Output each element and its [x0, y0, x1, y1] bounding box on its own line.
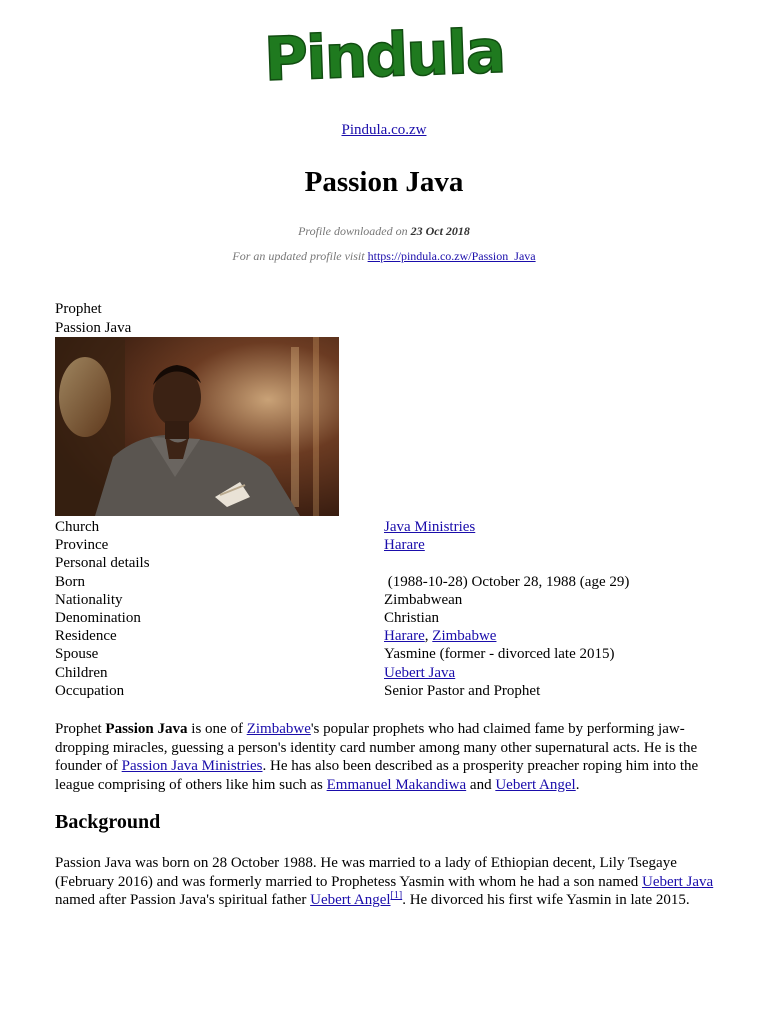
pindula-logo-wordmark: [262, 8, 506, 96]
infobox-key: Spouse: [55, 646, 99, 663]
downloaded-prefix: Profile downloaded on: [298, 224, 408, 238]
children-link[interactable]: Uebert Java: [384, 664, 456, 681]
uebert-java-link[interactable]: Uebert Java: [641, 873, 714, 890]
infobox-value: Zimbabwean: [384, 591, 463, 608]
site-link[interactable]: Pindula.co.zw: [341, 122, 427, 138]
province-link[interactable]: Harare: [384, 537, 425, 554]
infobox-value: [384, 555, 715, 573]
downloaded-date: 23 Oct 2018: [410, 224, 470, 238]
infobox-title: [55, 300, 131, 338]
intro-text: Prophet: [55, 721, 106, 737]
pindula-logo[interactable]: [0, 8, 768, 96]
infobox-row-residence: [55, 628, 715, 646]
infobox-row-nationality: [55, 592, 715, 610]
update-note: [0, 249, 768, 264]
svg-text:Pindula: Pindula: [262, 16, 506, 96]
profile-photo: [55, 337, 339, 516]
infobox-value: Yasmine (former - divorced late 2015): [384, 646, 615, 663]
update-url-link[interactable]: https://pindula.co.zw/Passion_Java: [367, 249, 536, 263]
uebert-angel-link[interactable]: Uebert Angel: [495, 776, 576, 793]
infobox-key: Province: [55, 537, 109, 554]
emmanuel-makandiwa-link[interactable]: Emmanuel Makandiwa: [326, 776, 467, 793]
infobox-row-church: [55, 519, 715, 537]
infobox-key: Born: [55, 573, 85, 590]
update-prefix: For an updated profile visit: [232, 249, 365, 263]
infobox-row-spouse: [55, 646, 715, 664]
background-text: . He divorced his first wife Yasmin in late 2015.: [402, 892, 690, 909]
background-text: named after Passion Java's spiritual father: [55, 892, 311, 909]
infobox-value: (1988-10-28) October 28, 1988 (age 29): [384, 573, 630, 590]
intro-text: is one of: [187, 721, 247, 737]
residence-separator: ,: [424, 628, 433, 645]
passion-java-ministries-link[interactable]: Passion Java Ministries: [121, 758, 263, 775]
church-link[interactable]: Java Ministries: [384, 519, 476, 535]
intro-text: .: [575, 776, 580, 793]
reference-link[interactable]: [1]: [390, 890, 403, 902]
intro-text: and: [466, 776, 496, 793]
site-link-wrapper: [0, 122, 768, 139]
infobox-row-children: [55, 665, 715, 683]
infobox-value: Christian: [384, 609, 439, 626]
infobox-row-born: [55, 574, 715, 592]
infobox-key: Church: [55, 519, 100, 535]
infobox-key: Nationality: [55, 591, 123, 608]
infobox-row-occupation: [55, 683, 715, 701]
intro-text: 's popular prophets who had claimed fame by performing jaw-dropping miracles, guessing a person's identity card number among many other supernatural acts. He is the founder of: [55, 721, 698, 775]
infobox-key: Personal details: [55, 555, 150, 572]
background-paragraph: [55, 854, 715, 910]
infobox-key: Children: [55, 664, 108, 681]
infobox-key: Occupation: [55, 682, 125, 699]
infobox-key: Residence: [55, 628, 117, 645]
residence-zimbabwe-link[interactable]: Zimbabwe: [432, 628, 497, 645]
infobox-key: Denomination: [55, 609, 141, 626]
residence-harare-link[interactable]: Harare: [384, 628, 425, 645]
background-heading: Background: [55, 811, 161, 833]
infobox-title-line1: Prophet: [55, 301, 102, 317]
infobox-table: [55, 519, 715, 701]
zimbabwe-link[interactable]: Zimbabwe: [246, 721, 311, 737]
downloaded-note: [0, 224, 768, 239]
infobox-row-personal-details: [55, 555, 715, 573]
infobox-row-denomination: [55, 610, 715, 628]
intro-text: . He has also been described as a prosperity preacher roping him into the league comprising of others like him such as: [55, 758, 699, 793]
intro-name: Passion Java: [105, 721, 188, 737]
infobox-row-province: [55, 537, 715, 555]
intro-paragraph: [55, 720, 715, 794]
background-text: Passion Java was born on 28 October 1988. He was married to a lady of Ethiopian decent, Lily Tsegaye (February 2016) and was formerly married to Prophetess Yasmin with whom he had a son named: [55, 855, 677, 890]
page-title: Passion Java: [304, 166, 464, 198]
infobox-value: Senior Pastor and Prophet: [384, 682, 541, 699]
infobox-title-line2: Passion Java: [55, 320, 132, 336]
uebert-angel-link-2[interactable]: Uebert Angel: [310, 892, 391, 909]
